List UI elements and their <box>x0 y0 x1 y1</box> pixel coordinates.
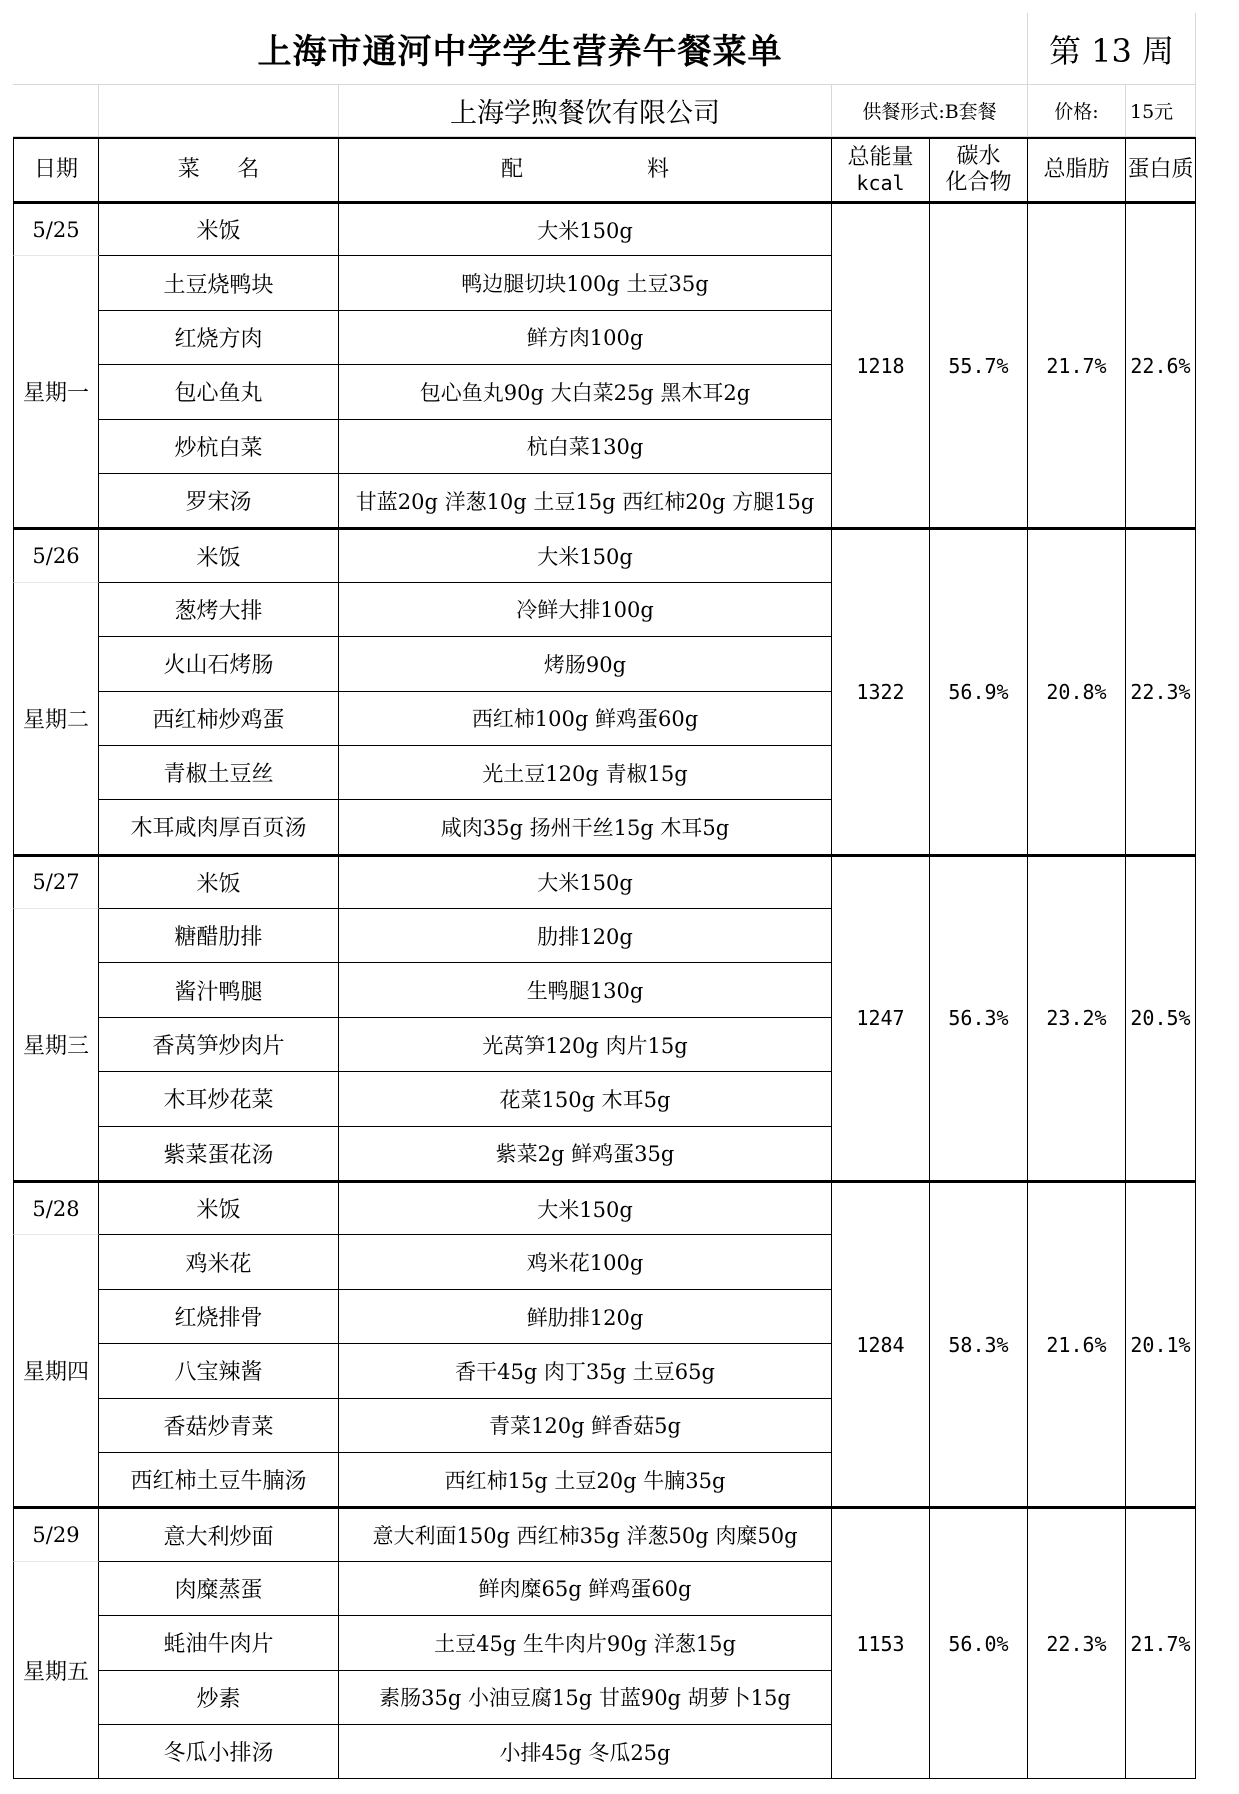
dish-name: 火山石烤肠 <box>99 637 339 691</box>
dish-name: 肉糜蒸蛋 <box>99 1562 339 1616</box>
day-carbs: 56.9% <box>930 528 1028 854</box>
col-energy-unit: kcal <box>856 171 905 196</box>
dish-ingredients: 生鸭腿130g <box>339 963 832 1017</box>
day-protein: 20.1% <box>1126 1181 1196 1507</box>
dish-ingredients: 土豆45g 生牛肉片90g 洋葱15g <box>339 1616 832 1670</box>
col-energy-label: 总能量 <box>847 144 914 170</box>
dish-name: 米饭 <box>99 528 339 582</box>
day-protein: 20.5% <box>1126 855 1196 1181</box>
day-fat: 20.8% <box>1028 528 1126 854</box>
dish-ingredients: 大米150g <box>339 202 832 256</box>
dish-ingredients: 包心鱼丸90g 大白菜25g 黑木耳2g <box>339 365 832 419</box>
dish-name: 糖醋肋排 <box>99 909 339 963</box>
day-carbs: 58.3% <box>930 1181 1028 1507</box>
dish-name: 冬瓜小排汤 <box>99 1725 339 1779</box>
col-date: 日期 <box>13 137 99 202</box>
day-carbs: 56.0% <box>930 1507 1028 1779</box>
dish-name: 红烧方肉 <box>99 311 339 365</box>
dish-ingredients: 紫菜2g 鲜鸡蛋35g <box>339 1127 832 1181</box>
dish-ingredients: 烤肠90g <box>339 637 832 691</box>
service-type <box>832 85 1028 137</box>
dish-name: 西红柿土豆牛腩汤 <box>99 1453 339 1507</box>
dish-ingredients: 香干45g 肉丁35g 土豆65g <box>339 1344 832 1398</box>
dish-ingredients: 大米150g <box>339 855 832 909</box>
dish-ingredients: 鲜方肉100g <box>339 311 832 365</box>
day-carbs: 55.7% <box>930 202 1028 528</box>
day-date: 5/27 <box>13 855 99 909</box>
day-protein: 22.3% <box>1126 528 1196 854</box>
day-date: 5/29 <box>13 1507 99 1561</box>
day-energy: 1247 <box>832 855 930 1181</box>
week-label: 第 13 周 <box>1028 13 1196 85</box>
dish-name: 葱烤大排 <box>99 583 339 637</box>
dish-name: 酱汁鸭腿 <box>99 963 339 1017</box>
dish-name: 鸡米花 <box>99 1235 339 1289</box>
blank-cell <box>13 85 99 137</box>
col-ingredients <box>339 137 832 202</box>
day-energy: 1284 <box>832 1181 930 1507</box>
dish-name: 红烧排骨 <box>99 1290 339 1344</box>
price-label: 价格: <box>1028 85 1126 137</box>
day-fat: 22.3% <box>1028 1507 1126 1779</box>
day-weekday: 星期二 <box>13 583 99 855</box>
day-date: 5/26 <box>13 528 99 582</box>
day-fat: 21.7% <box>1028 202 1126 528</box>
day-fat: 21.6% <box>1028 1181 1126 1507</box>
day-weekday: 星期三 <box>13 909 99 1181</box>
dish-name: 罗宋汤 <box>99 474 339 528</box>
col-dish <box>99 137 339 202</box>
dish-ingredients: 咸肉35g 扬州干丝15g 木耳5g <box>339 800 832 854</box>
dish-name: 木耳咸肉厚百页汤 <box>99 800 339 854</box>
day-weekday: 星期四 <box>13 1235 99 1507</box>
dish-name: 炒杭白菜 <box>99 420 339 474</box>
day-date: 5/25 <box>13 202 99 256</box>
day-energy: 1322 <box>832 528 930 854</box>
dish-name: 炒素 <box>99 1671 339 1725</box>
dish-name: 香菇炒青菜 <box>99 1399 339 1453</box>
day-protein: 21.7% <box>1126 1507 1196 1779</box>
dish-ingredients: 鸭边腿切块100g 土豆35g <box>339 256 832 310</box>
day-fat: 23.2% <box>1028 855 1126 1181</box>
day-protein: 22.6% <box>1126 202 1196 528</box>
day-weekday: 星期五 <box>13 1562 99 1780</box>
dish-name: 八宝辣酱 <box>99 1344 339 1398</box>
dish-ingredients: 甘蓝20g 洋葱10g 土豆15g 西红柿20g 方腿15g <box>339 474 832 528</box>
col-dish-char-1: 菜 <box>177 156 200 182</box>
dish-name: 紫菜蛋花汤 <box>99 1127 339 1181</box>
dish-ingredients: 花菜150g 木耳5g <box>339 1072 832 1126</box>
dish-name: 包心鱼丸 <box>99 365 339 419</box>
dish-ingredients: 青菜120g 鲜香菇5g <box>339 1399 832 1453</box>
dish-name: 米饭 <box>99 1181 339 1235</box>
dish-name: 香莴笋炒肉片 <box>99 1018 339 1072</box>
day-carbs: 56.3% <box>930 855 1028 1181</box>
dish-name: 米饭 <box>99 202 339 256</box>
col-carbs-line-1: 碳水 <box>956 143 1001 169</box>
col-dish-char-2: 名 <box>237 156 260 182</box>
service-label: 供餐形式: <box>862 101 945 123</box>
col-energy <box>832 137 930 202</box>
dish-ingredients: 鲜肋排120g <box>339 1290 832 1344</box>
col-fat: 总脂肪 <box>1028 137 1126 202</box>
dish-ingredients: 意大利面150g 西红柿35g 洋葱50g 肉糜50g <box>339 1507 832 1561</box>
dish-name: 木耳炒花菜 <box>99 1072 339 1126</box>
blank-cell <box>99 85 339 137</box>
dish-ingredients: 光莴笋120g 肉片15g <box>339 1018 832 1072</box>
dish-ingredients: 大米150g <box>339 528 832 582</box>
dish-ingredients: 鲜肉糜65g 鲜鸡蛋60g <box>339 1562 832 1616</box>
day-weekday: 星期一 <box>13 256 99 528</box>
dish-ingredients: 肋排120g <box>339 909 832 963</box>
dish-name: 西红柿炒鸡蛋 <box>99 692 339 746</box>
dish-ingredients: 杭白菜130g <box>339 420 832 474</box>
menu-table <box>13 13 1196 1784</box>
price-value: 15元 <box>1126 85 1196 137</box>
day-date: 5/28 <box>13 1181 99 1235</box>
service-value: B套餐 <box>944 101 997 123</box>
col-carbs <box>930 137 1028 202</box>
dish-ingredients: 冷鲜大排100g <box>339 583 832 637</box>
col-carbs-line-2: 化合物 <box>945 170 1012 195</box>
col-protein: 蛋白质 <box>1126 137 1196 202</box>
dish-ingredients: 素肠35g 小油豆腐15g 甘蓝90g 胡萝卜15g <box>339 1671 832 1725</box>
company-name: 上海学煦餐饮有限公司 <box>339 85 832 137</box>
dish-ingredients: 大米150g <box>339 1181 832 1235</box>
dish-ingredients: 光土豆120g 青椒15g <box>339 746 832 800</box>
col-ingredients-char-1: 配 <box>500 156 523 182</box>
dish-name: 蚝油牛肉片 <box>99 1616 339 1670</box>
dish-ingredients: 鸡米花100g <box>339 1235 832 1289</box>
dish-ingredients: 西红柿15g 土豆20g 牛腩35g <box>339 1453 832 1507</box>
dish-name: 意大利炒面 <box>99 1507 339 1561</box>
menu-title: 上海市通河中学学生营养午餐菜单 <box>13 13 1028 85</box>
col-ingredients-char-2: 料 <box>646 156 669 182</box>
dish-name: 土豆烧鸭块 <box>99 256 339 310</box>
dish-name: 青椒土豆丝 <box>99 746 339 800</box>
day-energy: 1153 <box>832 1507 930 1779</box>
dish-ingredients: 小排45g 冬瓜25g <box>339 1725 832 1779</box>
dish-name: 米饭 <box>99 855 339 909</box>
day-energy: 1218 <box>832 202 930 528</box>
dish-ingredients: 西红柿100g 鲜鸡蛋60g <box>339 692 832 746</box>
